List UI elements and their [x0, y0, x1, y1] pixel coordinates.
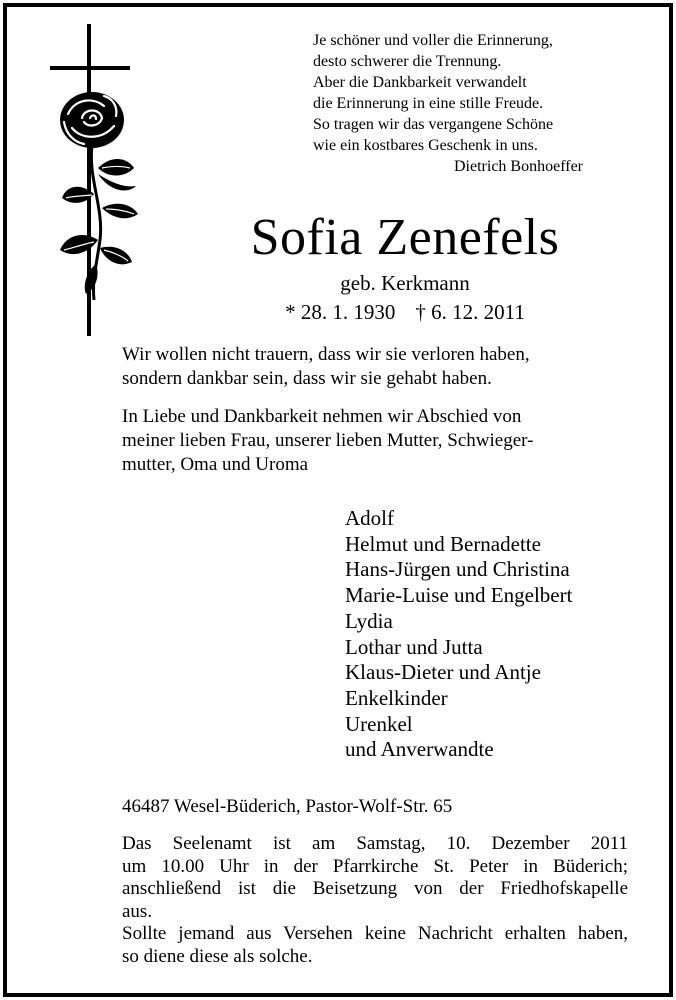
poem-author: Dietrich Bonhoeffer	[454, 158, 583, 175]
poem-line: So tragen wir das vergangene Schöne	[313, 116, 554, 133]
mourner-entry: Lydia	[345, 608, 393, 633]
intro-line: mutter, Oma und Uroma	[122, 454, 309, 475]
mourning-quote	[122, 343, 628, 391]
mourner-entry: Urenkel	[345, 711, 413, 736]
poem-line: wie ein kostbares Geschenk in uns.	[313, 137, 538, 154]
mourner-entry: Klaus-Dieter und Antje	[345, 660, 541, 685]
death-date: † 6. 12. 2011	[415, 300, 525, 324]
mourner-entry: Adolf	[345, 506, 394, 530]
poem-line: Aber die Dankbarkeit verwandelt	[313, 74, 527, 91]
poem-line: die Erinnerung in eine stille Freude.	[313, 95, 544, 112]
mourner-entry: Lothar und Jutta	[345, 634, 483, 659]
quote-line: sondern dankbar sein, dass wir sie gehabt haben.	[122, 368, 492, 389]
mourner-entry: Marie-Luise und Engelbert	[345, 583, 573, 608]
farewell-intro	[122, 405, 628, 477]
maiden-name: geb. Kerkmann	[340, 271, 470, 295]
service-line: anschließend ist die Beisetzung von der Friedhofskapelle	[122, 878, 628, 899]
life-dates	[140, 298, 670, 326]
poem	[313, 30, 603, 177]
deceased-name: Sofia Zenefels	[250, 209, 560, 266]
mourner-entry: und Anverwandte	[345, 737, 494, 762]
birth-date: * 28. 1. 1930	[285, 300, 396, 324]
address-line: 46487 Wesel-Büderich, Pastor-Wolf-Str. 65	[122, 796, 453, 817]
cross-with-rose-icon	[42, 18, 154, 340]
service-line: so diene diese als solche.	[122, 945, 313, 967]
family-address	[122, 795, 628, 819]
poem-line: desto schwerer die Trennung.	[313, 53, 502, 70]
service-line: Das Seelenamt ist am Samstag, 10. Dezember 2011	[122, 833, 628, 854]
intro-line: In Liebe und Dankbarkeit nehmen wir Abschied von	[122, 406, 522, 427]
intro-line: meiner lieben Frau, unserer lieben Mutter, Schwieger-	[122, 430, 534, 451]
quote-line: Wir wollen nicht trauern, dass wir sie verloren haben,	[122, 344, 530, 365]
mourner-entry: Hans-Jürgen und Christina	[345, 557, 570, 582]
service-details	[122, 833, 628, 968]
mourners-list	[345, 506, 572, 763]
mourner-entry: Helmut und Bernadette	[345, 531, 541, 556]
mourner-entry: Enkelkinder	[345, 685, 448, 710]
service-line: aus.	[122, 900, 153, 922]
service-line: Sollte jemand aus Versehen keine Nachricht erhalten haben,	[122, 923, 628, 944]
service-line: um 10.00 Uhr in der Pfarrkirche St. Peter in Büderich;	[122, 855, 628, 877]
poem-line: Je schöner und voller die Erinnerung,	[313, 32, 553, 49]
